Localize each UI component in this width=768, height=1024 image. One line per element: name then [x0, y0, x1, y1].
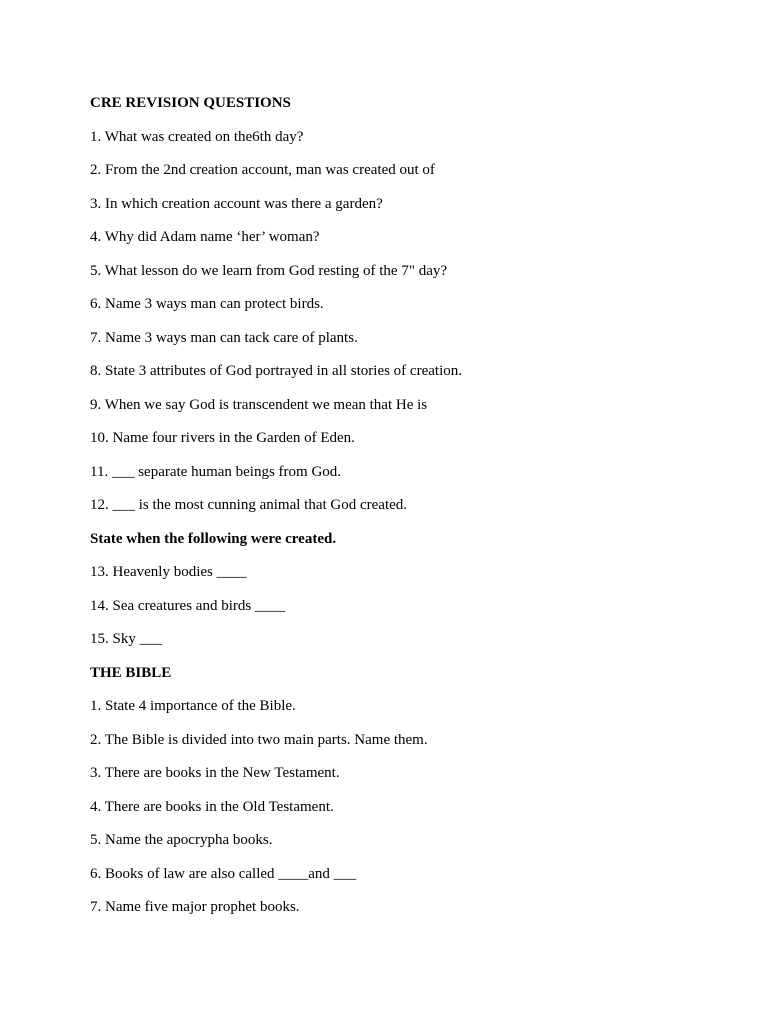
question-item: 3. In which creation account was there a garden?	[90, 195, 383, 212]
document-heading: CRE REVISION QUESTIONS	[90, 95, 291, 111]
question-item: 13. Heavenly bodies ____	[90, 564, 247, 580]
section-subheading: State when the following were created.	[90, 530, 337, 547]
question-item: 7. Name 3 ways man can tack care of plants.	[90, 329, 358, 346]
question-item: 12. ___ is the most cunning animal that God created.	[90, 497, 408, 513]
question-item: 10. Name four rivers in the Garden of Eden.	[90, 430, 355, 446]
question-item: 2. The Bible is divided into two main parts. Name them.	[90, 731, 428, 748]
question-item: 15. Sky ___	[90, 631, 163, 647]
document-page	[90, 93, 710, 931]
question-item: 2. From the 2nd creation account, man was created out of	[90, 162, 435, 178]
question-item: 3. There are books in the New Testament.	[90, 765, 340, 781]
question-item: 7. Name five major prophet books.	[90, 899, 300, 915]
question-item: 5. What lesson do we learn from God resting of the 7" day?	[90, 262, 448, 279]
bible-heading: THE BIBLE	[90, 664, 172, 681]
question-item: 6. Books of law are also called ____and ___	[90, 865, 357, 882]
question-item: 14. Sea creatures and birds ____	[90, 597, 285, 614]
question-item: 1. State 4 importance of the Bible.	[90, 698, 296, 714]
question-item: 8. State 3 attributes of God portrayed in all stories of creation.	[90, 363, 462, 379]
question-item: 1. What was created on the6th day?	[90, 128, 304, 145]
question-item: 6. Name 3 ways man can protect birds.	[90, 296, 324, 312]
question-item: 4. There are books in the Old Testament.	[90, 798, 334, 815]
question-item: 11. ___ separate human beings from God.	[90, 463, 342, 480]
question-item: 4. Why did Adam name ‘her’ woman?	[90, 229, 320, 245]
question-item: 9. When we say God is transcendent we mean that He is	[90, 396, 428, 413]
question-item: 5. Name the apocrypha books.	[90, 832, 273, 848]
